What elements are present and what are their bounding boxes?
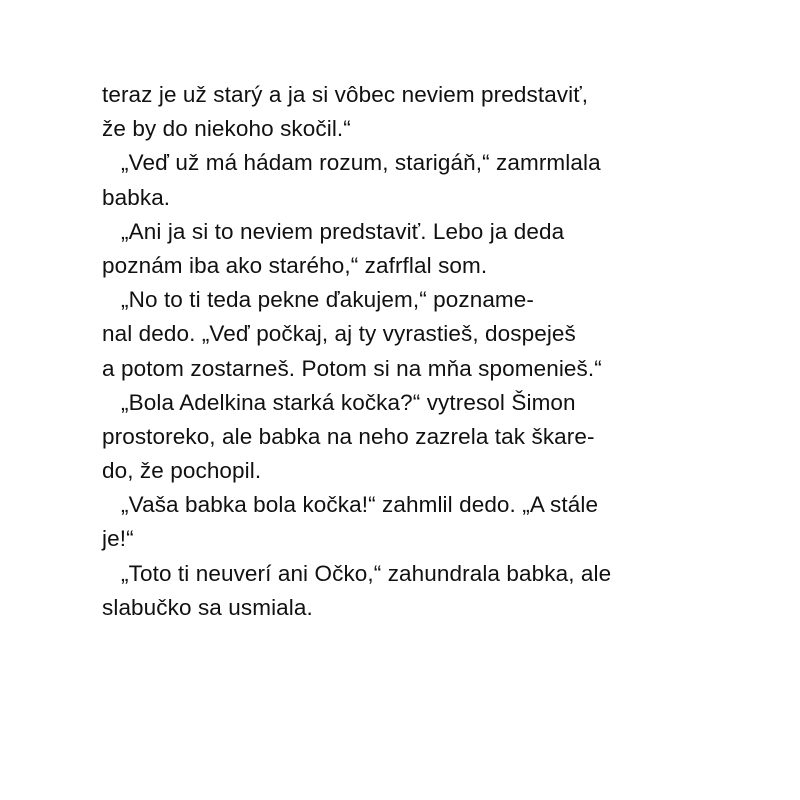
text-line: „No to ti teda pekne ďakujem,“ pozname- (102, 287, 534, 313)
page-text (102, 78, 702, 625)
text-line: babka. (102, 184, 171, 210)
text-line: je!“ (102, 526, 134, 552)
text-line: „Vaša babka bola kočka!“ zahmlil dedo. „A stále (102, 492, 599, 518)
text-line: „Bola Adelkina starká kočka?“ vytresol Šimon (102, 389, 576, 415)
text-line: do, že pochopil. (102, 458, 262, 484)
text-line: slabučko sa usmiala. (102, 594, 313, 620)
text-line: prostoreko, ale babka na neho zazrela tak škare- (102, 423, 595, 449)
text-line: teraz je už starý a ja si vôbec neviem predstaviť, (102, 82, 589, 107)
text-line: nal dedo. „Veď počkaj, aj ty vyrastieš, dospeješ (102, 321, 576, 347)
text-line: „Toto ti neuverí ani Očko,“ zahundrala babka, ale (102, 560, 612, 586)
text-line: „Ani ja si to neviem predstaviť. Lebo ja deda (102, 218, 565, 244)
text-line: že by do niekoho skočil.“ (102, 116, 351, 142)
text-line: poznám iba ako starého,“ zafrflal som. (102, 252, 488, 278)
text-line: a potom zostarneš. Potom si na mňa spomenieš.“ (102, 355, 602, 381)
text-line: „Veď už má hádam rozum, starigáň,“ zamrmlala (102, 150, 601, 176)
